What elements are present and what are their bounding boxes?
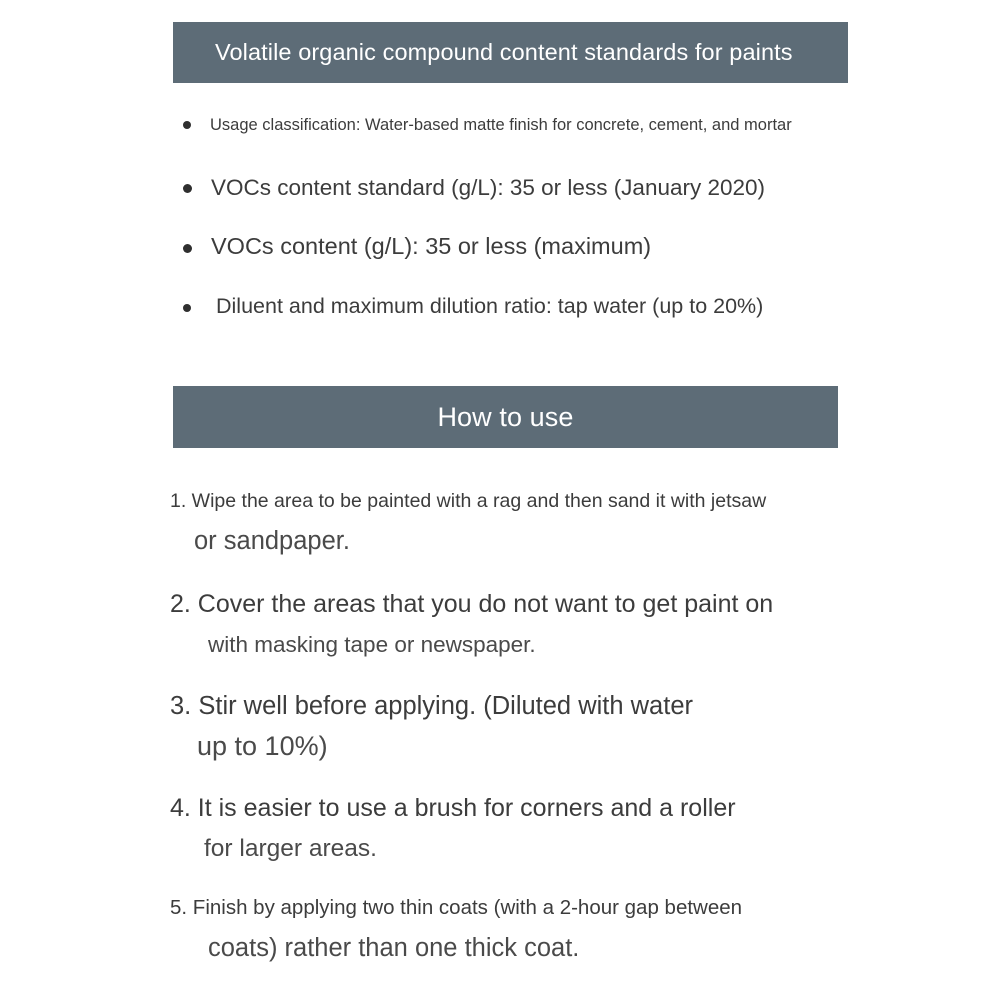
- step-item-line-primary: 5. Finish by applying two thin coats (with a 2-hour gap between: [170, 896, 743, 919]
- step-item-line-continuation: up to 10%): [197, 731, 328, 761]
- list-item-text: VOCs content (g/L): 35 or less (maximum): [211, 233, 652, 259]
- step-item-line-continuation: with masking tape or newspaper.: [208, 632, 536, 657]
- step-item-line-primary: 4. It is easier to use a brush for corners and a roller: [170, 794, 736, 822]
- step-item: [168, 482, 888, 584]
- step-item-line-continuation: coats) rather than one thick coat.: [208, 934, 580, 962]
- step-item-line-primary: 3. Stir well before applying. (Diluted with water: [170, 692, 693, 720]
- list-item: [178, 108, 878, 166]
- list-item: [178, 225, 878, 285]
- list-item-text: Usage classification: Water-based matte finish for concrete, cement, and mortar: [210, 116, 792, 134]
- section-header-how-to-use-title: How to use: [437, 401, 574, 432]
- bullet-dot-icon: [183, 304, 191, 312]
- section-header-voc-standards-title: Volatile organic compound content standards for paints: [215, 39, 793, 65]
- bullet-dot-icon: [183, 244, 192, 253]
- list-item-text: VOCs content standard (g/L): 35 or less (January 2020): [211, 175, 766, 200]
- step-item-line-primary: 1. Wipe the area to be painted with a rag and then sand it with jetsaw: [170, 490, 767, 512]
- bullet-dot-icon: [183, 121, 191, 129]
- step-item-line-continuation: for larger areas.: [204, 835, 377, 862]
- step-item: [168, 788, 888, 888]
- step-item-line-primary: 2. Cover the areas that you do not want to get paint on: [170, 590, 774, 618]
- list-item: [178, 285, 878, 341]
- voc-standards-list: [178, 108, 878, 341]
- list-item: [178, 166, 878, 225]
- step-item-line-continuation: or sandpaper.: [194, 527, 350, 555]
- step-item: [168, 584, 888, 685]
- section-header-how-to-use: [173, 386, 838, 448]
- how-to-use-steps-list: [168, 482, 888, 988]
- list-item-text: Diluent and maximum dilution ratio: tap water (up to 20%): [216, 294, 764, 318]
- step-item: [168, 888, 888, 988]
- bullet-dot-icon: [183, 184, 192, 193]
- step-item: [168, 685, 888, 788]
- section-header-voc-standards: [173, 22, 848, 83]
